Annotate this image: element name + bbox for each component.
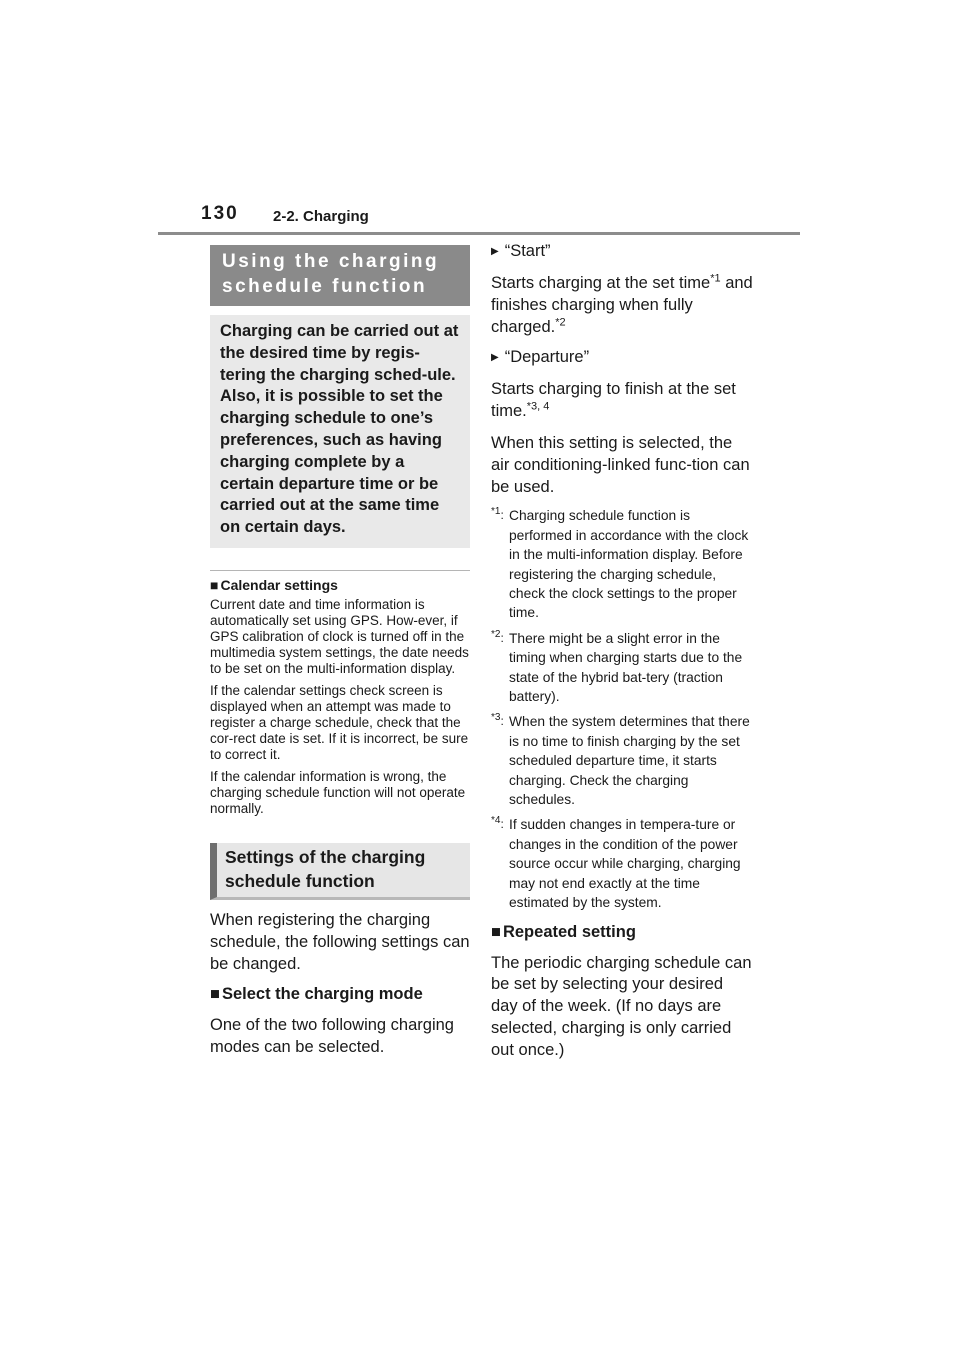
footnote-text: Charging schedule function is performed in accordance with the clock in the multi-information display. Before registering the charging schedule, check the clock settings to the proper time. bbox=[509, 508, 749, 621]
calendar-paragraph: If the calendar information is wrong, the charging schedule function will not operate normally. bbox=[210, 768, 466, 816]
calendar-paragraph: Current date and time information is automatically set using GPS. How-ever, if GPS calibration of clock is turned off in the multimedia system settings, the date needs to be set on the multi-information display. bbox=[210, 596, 469, 676]
divider bbox=[210, 570, 470, 571]
charging-mode-label: Select the charging mode bbox=[221, 985, 423, 1004]
mode-departure-note: When this setting is selected, the air conditioning-linked func-tion can be used. bbox=[491, 433, 750, 496]
calendar-settings-label: Calendar settings bbox=[220, 576, 338, 593]
footnote-number: *3 bbox=[491, 712, 501, 724]
footnote-ref: *3, 4 bbox=[526, 400, 550, 413]
mode-departure-text: Starts charging to finish at the set time. bbox=[491, 380, 736, 421]
footnote-number: *4 bbox=[491, 815, 501, 827]
footnote-mark: $^{*1}$: bbox=[491, 506, 504, 523]
square-bullet-icon: ■ bbox=[210, 985, 220, 1004]
footnote-ref: *2 bbox=[555, 316, 566, 329]
square-bullet-icon: ■ bbox=[210, 576, 219, 593]
section-heading-settings: Settings of the charging schedule function bbox=[210, 843, 470, 900]
footnote-text: If sudden changes in tempera-ture or changes in the condition of the power source occur while charging, charging may not end exactly at the time estimated by the system. bbox=[509, 817, 741, 911]
triangle-bullet-icon: ▶ bbox=[491, 352, 499, 364]
square-bullet-icon: ■ bbox=[491, 922, 501, 941]
left-column bbox=[210, 245, 470, 1059]
charging-mode-paragraph: One of the two following charging modes can be selected. bbox=[210, 1016, 454, 1057]
repeated-setting-label: Repeated setting bbox=[502, 922, 636, 941]
calendar-settings-heading bbox=[210, 577, 470, 594]
mode-start-item bbox=[491, 240, 753, 263]
footnote-text: There might be a slight error in the timing when charging starts due to the state of the hybrid bat-tery (traction battery). bbox=[509, 630, 743, 705]
mode-departure-label: “Departure” bbox=[504, 348, 590, 367]
footnote-ref: *1 bbox=[710, 272, 721, 285]
repeated-setting-paragraph: The periodic charging schedule can be set by selecting your desired day of the week. (If no days are selected, charging is only carried out once.) bbox=[491, 953, 752, 1059]
mode-start-text-cont: and finishes charging when fully charged. bbox=[491, 274, 753, 336]
footnote-mark: $^{*2}$: bbox=[491, 628, 504, 645]
mode-start-text: Starts charging at the set time bbox=[491, 274, 711, 292]
mode-departure-item bbox=[491, 346, 753, 369]
repeated-setting-heading bbox=[491, 921, 753, 943]
footnote bbox=[491, 815, 753, 912]
mode-start-description bbox=[491, 273, 753, 338]
section-title: 2-2. Charging bbox=[273, 208, 369, 225]
section-heading-using-schedule: Using the charging schedule function bbox=[210, 245, 470, 306]
charging-mode-heading bbox=[210, 983, 470, 1005]
page-number: 130 bbox=[201, 203, 239, 224]
intro-summary: Charging can be carried out at the desired time by regis-tering the charging sched-ule. Also, it is possible to set the charging schedule to one’s preferences, such as having charging complete by a certain departure time or be carried out at the same time on certain days. bbox=[210, 315, 470, 548]
mode-start-label: “Start” bbox=[504, 242, 551, 260]
footnote-number: *2 bbox=[491, 628, 501, 640]
triangle-bullet-icon: ▶ bbox=[491, 246, 499, 257]
footnote bbox=[491, 506, 753, 622]
footnote-text: When the system determines that there is no time to finish charging by the set scheduled departure time, it starts charging. Check the charging schedules. bbox=[509, 714, 750, 808]
footnote-mark: $^{*3}$: bbox=[491, 712, 504, 729]
footnote-mark: $^{*4}$: bbox=[491, 815, 504, 832]
footnote bbox=[491, 712, 753, 809]
mode-departure-description bbox=[491, 379, 753, 423]
right-column bbox=[491, 240, 753, 1061]
header-rule bbox=[158, 232, 800, 235]
footnote-number: *1 bbox=[491, 506, 501, 518]
settings-intro: When registering the charging schedule, the following settings can be changed. bbox=[210, 910, 470, 973]
calendar-paragraph: If the calendar settings check screen is displayed when an attempt was made to register a charge schedule, check that the cor-rect date is set. If it is incorrect, be sure to correct it. bbox=[210, 682, 469, 762]
footnote bbox=[491, 629, 753, 707]
